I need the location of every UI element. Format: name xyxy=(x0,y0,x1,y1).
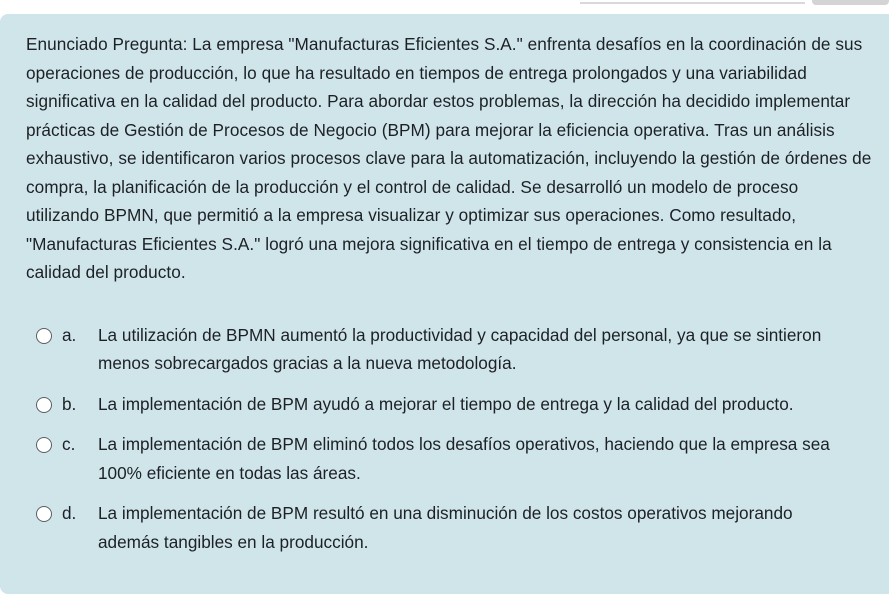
answer-option-b[interactable] xyxy=(26,390,875,419)
radio-button-c[interactable] xyxy=(36,437,52,453)
answer-option-c[interactable] xyxy=(26,430,875,487)
answer-letter-b: b. xyxy=(62,393,77,414)
radio-button-b[interactable] xyxy=(36,397,52,413)
answer-text-b[interactable]: La implementación de BPM ayudó a mejorar el tiempo de entrega y la calidad del producto. xyxy=(98,393,794,414)
radio-button-a[interactable] xyxy=(36,328,52,344)
answer-text-a[interactable]: La utilización de BPMN aumentó la productividad y capacidad del personal, ya que se sintieron menos sobrecargados gracias a la nueva metodología. xyxy=(98,324,822,373)
top-edge-tab xyxy=(812,0,889,5)
top-strip xyxy=(0,0,889,14)
answer-text-c[interactable]: La implementación de BPM eliminó todos los desafíos operativos, haciendo que la empresa sea 100% eficiente en todas las áreas. xyxy=(98,434,830,483)
question-card xyxy=(0,14,889,594)
answer-letter-d: d. xyxy=(62,503,77,523)
answer-list xyxy=(26,321,875,557)
answer-letter-a: a. xyxy=(62,324,77,345)
top-divider-line xyxy=(580,2,805,4)
answer-text-d[interactable]: La implementación de BPM resultó en una disminución de los costos operativos mejorando además tangibles en la producción. xyxy=(98,503,793,552)
radio-button-d[interactable] xyxy=(36,506,52,522)
answer-option-d[interactable] xyxy=(26,499,875,556)
question-text: Enunciado Pregunta: La empresa "Manufacturas Eficientes S.A." enfrenta desafíos en la coordinación de sus operaciones de producción, lo que ha resultado en tiempos de entrega prolongados y una variabilidad significativa en la calidad del producto. Para abordar estos problemas, la dirección ha decidido implementar prácticas de Gestión de Procesos de Negocio (BPM) para mejorar la eficiencia operativa. Tras un análisis exhaustivo, se identificaron varios procesos clave para la automatización, incluyendo la gestión de órdenes de compra, la planificación de la producción y el control de calidad. Se desarrolló un modelo de proceso utilizando BPMN, que permitió a la empresa visualizar y optimizar sus operaciones. Como resultado, "Manufacturas Eficientes S.A." logró una mejora significativa en el tiempo de entrega y consistencia en la calidad del producto. xyxy=(26,34,872,282)
answer-letter-c: c. xyxy=(62,434,76,454)
answer-option-a[interactable] xyxy=(26,321,875,378)
